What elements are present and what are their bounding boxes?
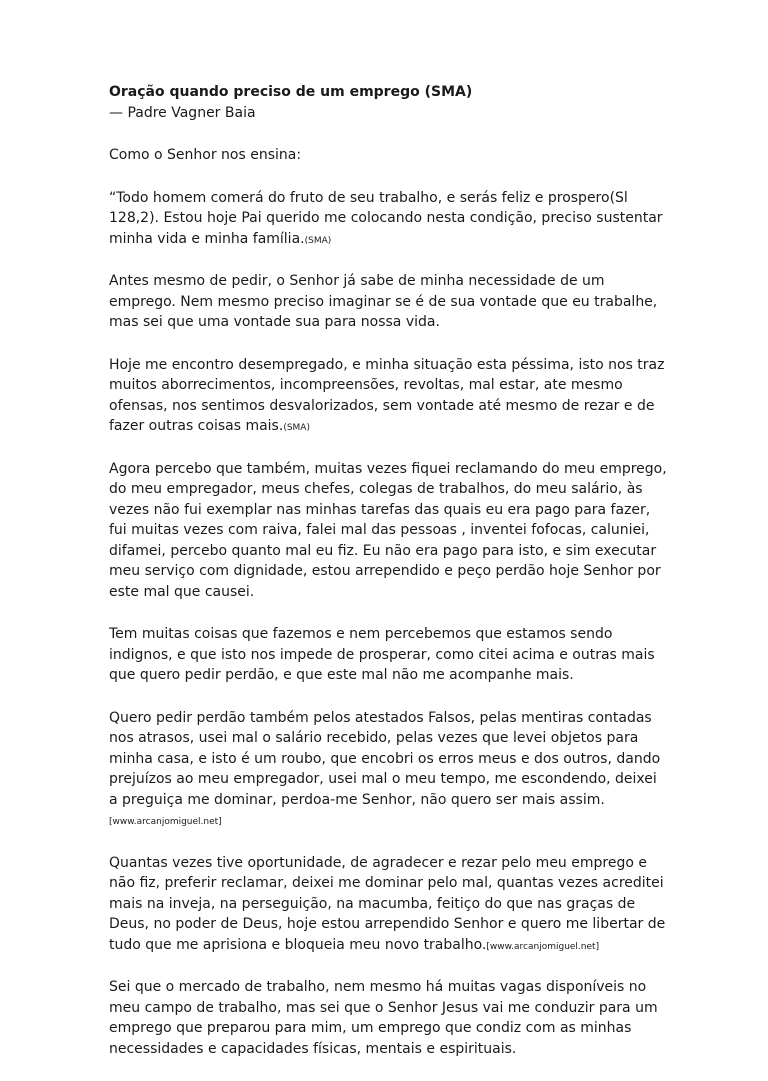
document-page xyxy=(109,82,669,1081)
paragraph-text: Antes mesmo de pedir, o Senhor já sabe de minha necessidade de um emprego. Nem mesmo preciso imaginar se é de sua vontade que eu trabalhe, mas sei que uma vontade sua para nossa vida. xyxy=(109,273,658,330)
paragraph xyxy=(109,977,669,1059)
source-note: (SMA) xyxy=(283,423,310,433)
source-link: [www.arcanjomiguel.net] xyxy=(109,817,222,827)
paragraph xyxy=(109,145,669,166)
paragraph xyxy=(109,355,669,437)
paragraph xyxy=(109,853,669,956)
source-note: (SMA) xyxy=(304,235,332,246)
paragraph-text: Quantas vezes tive oportunidade, de agradecer e rezar pelo meu emprego e não fiz, preferir reclamar, deixei me dominar pelo mal, quantas vezes acreditei mais na inveja, na perseguição, na macumba, feitiço do que nas graças de Deus, no poder de Deus, hoje estou arrependido Senhor e quero me libertar de tudo que me aprisiona e bloqueia meu novo trabalho. xyxy=(109,854,666,953)
paragraph xyxy=(109,708,669,831)
source-link: [www.arcanjomiguel.net] xyxy=(486,941,600,952)
paragraph-text: Como o Senhor nos ensina: xyxy=(109,147,302,163)
document-author: — Padre Vagner Baia xyxy=(109,104,256,121)
document-title: Oração quando preciso de um emprego (SMA) xyxy=(109,84,473,100)
paragraph xyxy=(109,624,669,686)
paragraph xyxy=(109,271,669,333)
paragraph-text: Agora percebo que também, muitas vezes fiquei reclamando do meu emprego, do meu empregador, meus chefes, colegas de trabalhos, do meu salário, às vezes não fui exemplar nas minhas tarefas das quais eu era pago para fazer, fui muitas vezes com raiva, falei mal das pessoas , inventei fofocas, caluniei, difamei, percebo quanto mal eu fiz. Eu não era pago para isto, e sim executar meu serviço com dignidade, estou arrependido e peço perdão hoje Senhor por este mal que causei. xyxy=(109,460,667,600)
paragraph-text: Tem muitas coisas que fazemos e nem percebemos que estamos sendo indignos, e que isto nos impede de prosperar, como citei acima e outras mais que quero pedir perdão, e que este mal não me acompanhe mais. xyxy=(109,626,655,683)
paragraph-text: Sei que o mercado de trabalho, nem mesmo há muitas vagas disponíveis no meu campo de trabalho, mas sei que o Senhor Jesus vai me conduzir para um emprego que preparou para mim, um emprego que condiz com as minhas necessidades e capacidades físicas, mentais e espirituais. xyxy=(109,979,658,1057)
paragraph-text: “Todo homem comerá do fruto de seu trabalho, e serás feliz e prospero(Sl 128,2). Estou hoje Pai querido me colocando nesta condição, preciso sustentar minha vida e minha família. xyxy=(109,189,663,247)
paragraph xyxy=(109,188,669,250)
paragraph xyxy=(109,459,669,603)
paragraph-text: Hoje me encontro desempregado, e minha situação esta péssima, isto nos traz muitos aborrecimentos, incompreensões, revoltas, mal estar, ate mesmo ofensas, nos sentimos desvalorizados, sem vontade até mesmo de rezar e de fazer outras coisas mais. xyxy=(109,356,665,434)
paragraph-text: Quero pedir perdão também pelos atestados Falsos, pelas mentiras contadas nos atrasos, usei mal o salário recebido, pelas vezes que levei objetos para minha casa, e isto é um roubo, que encobri os erros meus e dos outros, dando prejuízos ao meu empregador, usei mal o meu tempo, me escondendo, deixei a preguiça me dominar, perdoa-me Senhor, não quero ser mais assim. xyxy=(109,709,661,808)
